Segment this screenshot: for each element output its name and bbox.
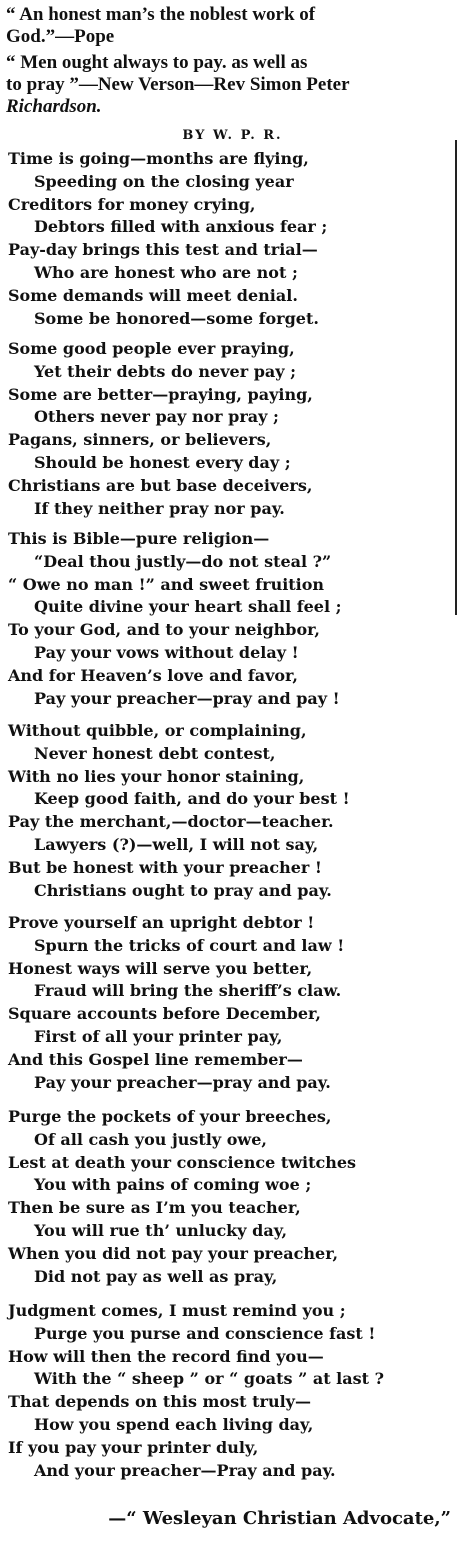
poem-line: Some demands will meet denial. <box>8 285 298 305</box>
poem-line: Of all cash you justly owe, <box>34 1129 267 1149</box>
poem-line: Lawyers (?)—well, I will not say, <box>34 835 319 854</box>
poem-line: Purge you purse and conscience fast ! <box>34 1323 376 1343</box>
poem-line: Prove yourself an upright debtor ! <box>8 913 315 932</box>
poem-line: Some be honored—some forget. <box>34 308 319 328</box>
poem-line: Debtors filled with anxious fear ; <box>34 217 328 237</box>
poem-line: Pay your vows without delay ! <box>34 643 299 662</box>
poem-line: Without quibble, or complaining, <box>8 721 307 740</box>
poem-line: Never honest debt contest, <box>34 743 276 763</box>
poem-line: Lest at death your conscience twitches <box>8 1152 357 1172</box>
poem-line: Pagans, sinners, or believers, <box>8 430 272 450</box>
poem-line: Pay your preacher—pray and pay. <box>34 1072 331 1092</box>
poem-line: If they neither pray nor pay. <box>34 498 285 518</box>
poem-line: Who are honest who are not ; <box>34 263 298 282</box>
poem-line: And this Gospel line remember— <box>8 1049 303 1069</box>
poem-line: And your preacher—Pray and pay. <box>34 1460 336 1480</box>
poem-line: With no lies your honor staining, <box>8 766 305 786</box>
poem-line: Christians ought to pray and pay. <box>34 880 332 900</box>
poem-line: This is Bible—pure religion— <box>8 529 270 548</box>
poem-line: Some are better—praying, paying, <box>8 384 313 404</box>
poem-line: Pay-day brings this test and trial— <box>8 240 318 260</box>
poem-line: Honest ways will serve you better, <box>8 958 313 978</box>
poem-line: Judgment comes, I must remind you ; <box>8 1301 346 1320</box>
poem-line: How will then the record find you— <box>8 1346 324 1366</box>
byline: BY W. P. R. <box>182 128 283 143</box>
poem-line: And for Heaven’s love and favor, <box>8 665 298 685</box>
poem-line: Square accounts before December, <box>8 1004 321 1024</box>
poem-line: Others never pay nor pray ; <box>34 407 279 427</box>
poem-line: Some good people ever praying, <box>8 339 295 358</box>
poem-line: Did not pay as well as pray, <box>34 1266 278 1286</box>
poem-line: Fraud will bring the sheriff’s claw. <box>34 981 342 1001</box>
poem-line: Pay your preacher—pray and pay ! <box>34 688 340 708</box>
column-rule <box>455 140 457 615</box>
poem-line: “ Owe no man !” and sweet fruition <box>8 574 325 594</box>
poem-line: Then be sure as I’m you teacher, <box>8 1198 301 1218</box>
poem-line: Speeding on the closing year <box>34 171 294 191</box>
poem-line: Yet their debts do never pay ; <box>34 361 297 381</box>
poem-line: You with pains of coming woe ; <box>34 1175 312 1195</box>
poem-line: Keep good faith, and do your best ! <box>34 789 350 809</box>
epigraph-line-3: “ Men ought always to pay. as well as <box>6 52 308 73</box>
poem-line: “Deal thou justly—do not steal ?” <box>34 551 332 571</box>
poem-line: That depends on this most truly— <box>8 1392 311 1412</box>
poem-line: To your God, and to your neighbor, <box>8 620 320 640</box>
epigraph-line-1: “ An honest man’s the noblest work of <box>6 4 316 25</box>
poem-line: Spurn the tricks of court and law ! <box>34 935 345 955</box>
poem-line: But be honest with your preacher ! <box>8 857 322 877</box>
poem-line: If you pay your printer duly, <box>8 1437 259 1457</box>
poem-line: Pay the merchant,—doctor—teacher. <box>8 812 334 832</box>
source-signature: —“ Wesleyan Christian Advocate,” <box>108 1508 451 1529</box>
poem-line: Quite divine your heart shall feel ; <box>34 597 342 617</box>
poem-line: You will rue th’ unlucky day, <box>34 1221 288 1240</box>
poem-line: How you spend each living day, <box>34 1415 314 1434</box>
epigraph-line-5: Richardson. <box>6 96 102 117</box>
poem-line: Should be honest every day ; <box>34 453 291 472</box>
poem-line: Christians are but base deceivers, <box>8 475 313 495</box>
poem-line: When you did not pay your preacher, <box>8 1243 339 1263</box>
poem-line: Time is going—months are flying, <box>8 149 309 168</box>
epigraph-line-4: to pray ”—New Verson—Rev Simon Peter <box>6 74 350 95</box>
epigraph-line-2: God.”—Pope <box>6 26 115 47</box>
poem-line: Creditors for money crying, <box>8 194 256 214</box>
poem-line: With the “ sheep ” or “ goats ” at last ? <box>34 1369 384 1389</box>
poem-line: First of all your printer pay, <box>34 1027 283 1046</box>
poem-line: Purge the pockets of your breeches, <box>8 1107 332 1126</box>
